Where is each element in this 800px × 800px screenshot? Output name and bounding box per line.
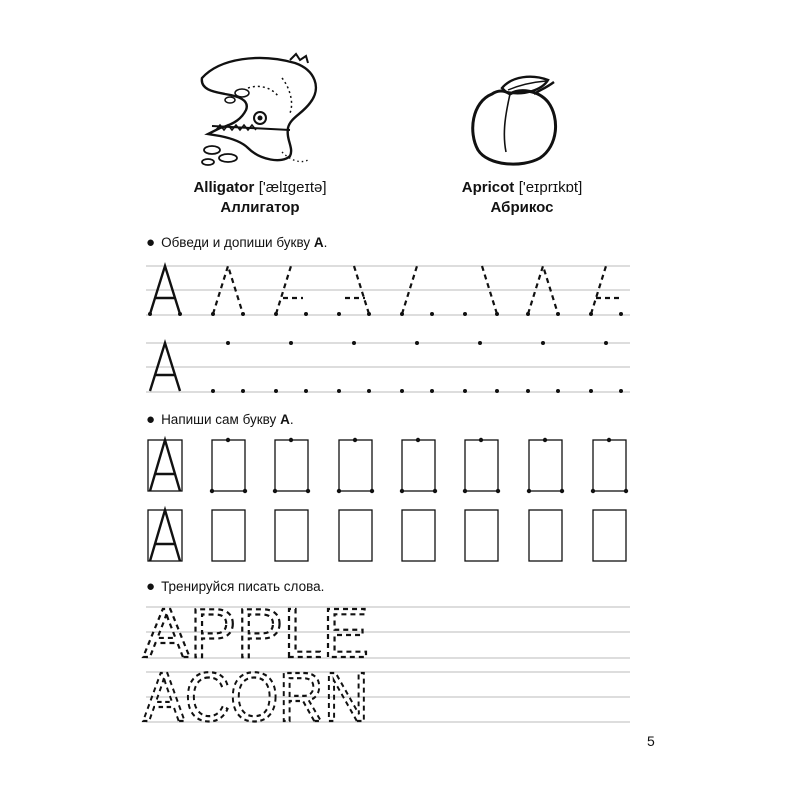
task-text: Обведи и допиши букву — [161, 235, 311, 250]
sample-letter-a — [150, 440, 180, 491]
card-translation: Абрикос — [490, 199, 554, 216]
task-letter: А — [280, 412, 290, 427]
box-row-1 — [148, 438, 628, 493]
sample-letter-a — [150, 510, 180, 561]
card-ipa: ['ælɪgeɪtə] — [258, 179, 327, 196]
task-end: . — [289, 412, 294, 427]
task-text: Напиши сам букву — [161, 412, 277, 427]
practice-word: ACORN — [143, 658, 369, 736]
box-row-2 — [148, 510, 626, 561]
card-word: Alligator — [193, 179, 255, 196]
card-word: Apricot — [461, 179, 515, 196]
page-number: 5 — [647, 733, 655, 749]
practice-word: APPLE — [143, 594, 369, 672]
card-ipa: ['eɪprɪkɒt] — [518, 179, 583, 196]
card-translation: Аллигатор — [220, 199, 300, 216]
task-letter: А — [313, 235, 324, 250]
task-end: . — [323, 235, 328, 250]
task-text: Тренируйся писать слова. — [161, 579, 325, 594]
bullet-icon: ● — [146, 411, 156, 428]
bullet-icon: ● — [146, 578, 156, 595]
trace-row-1 — [146, 266, 630, 316]
bullet-icon: ● — [146, 234, 156, 251]
trace-row-2 — [146, 341, 630, 393]
